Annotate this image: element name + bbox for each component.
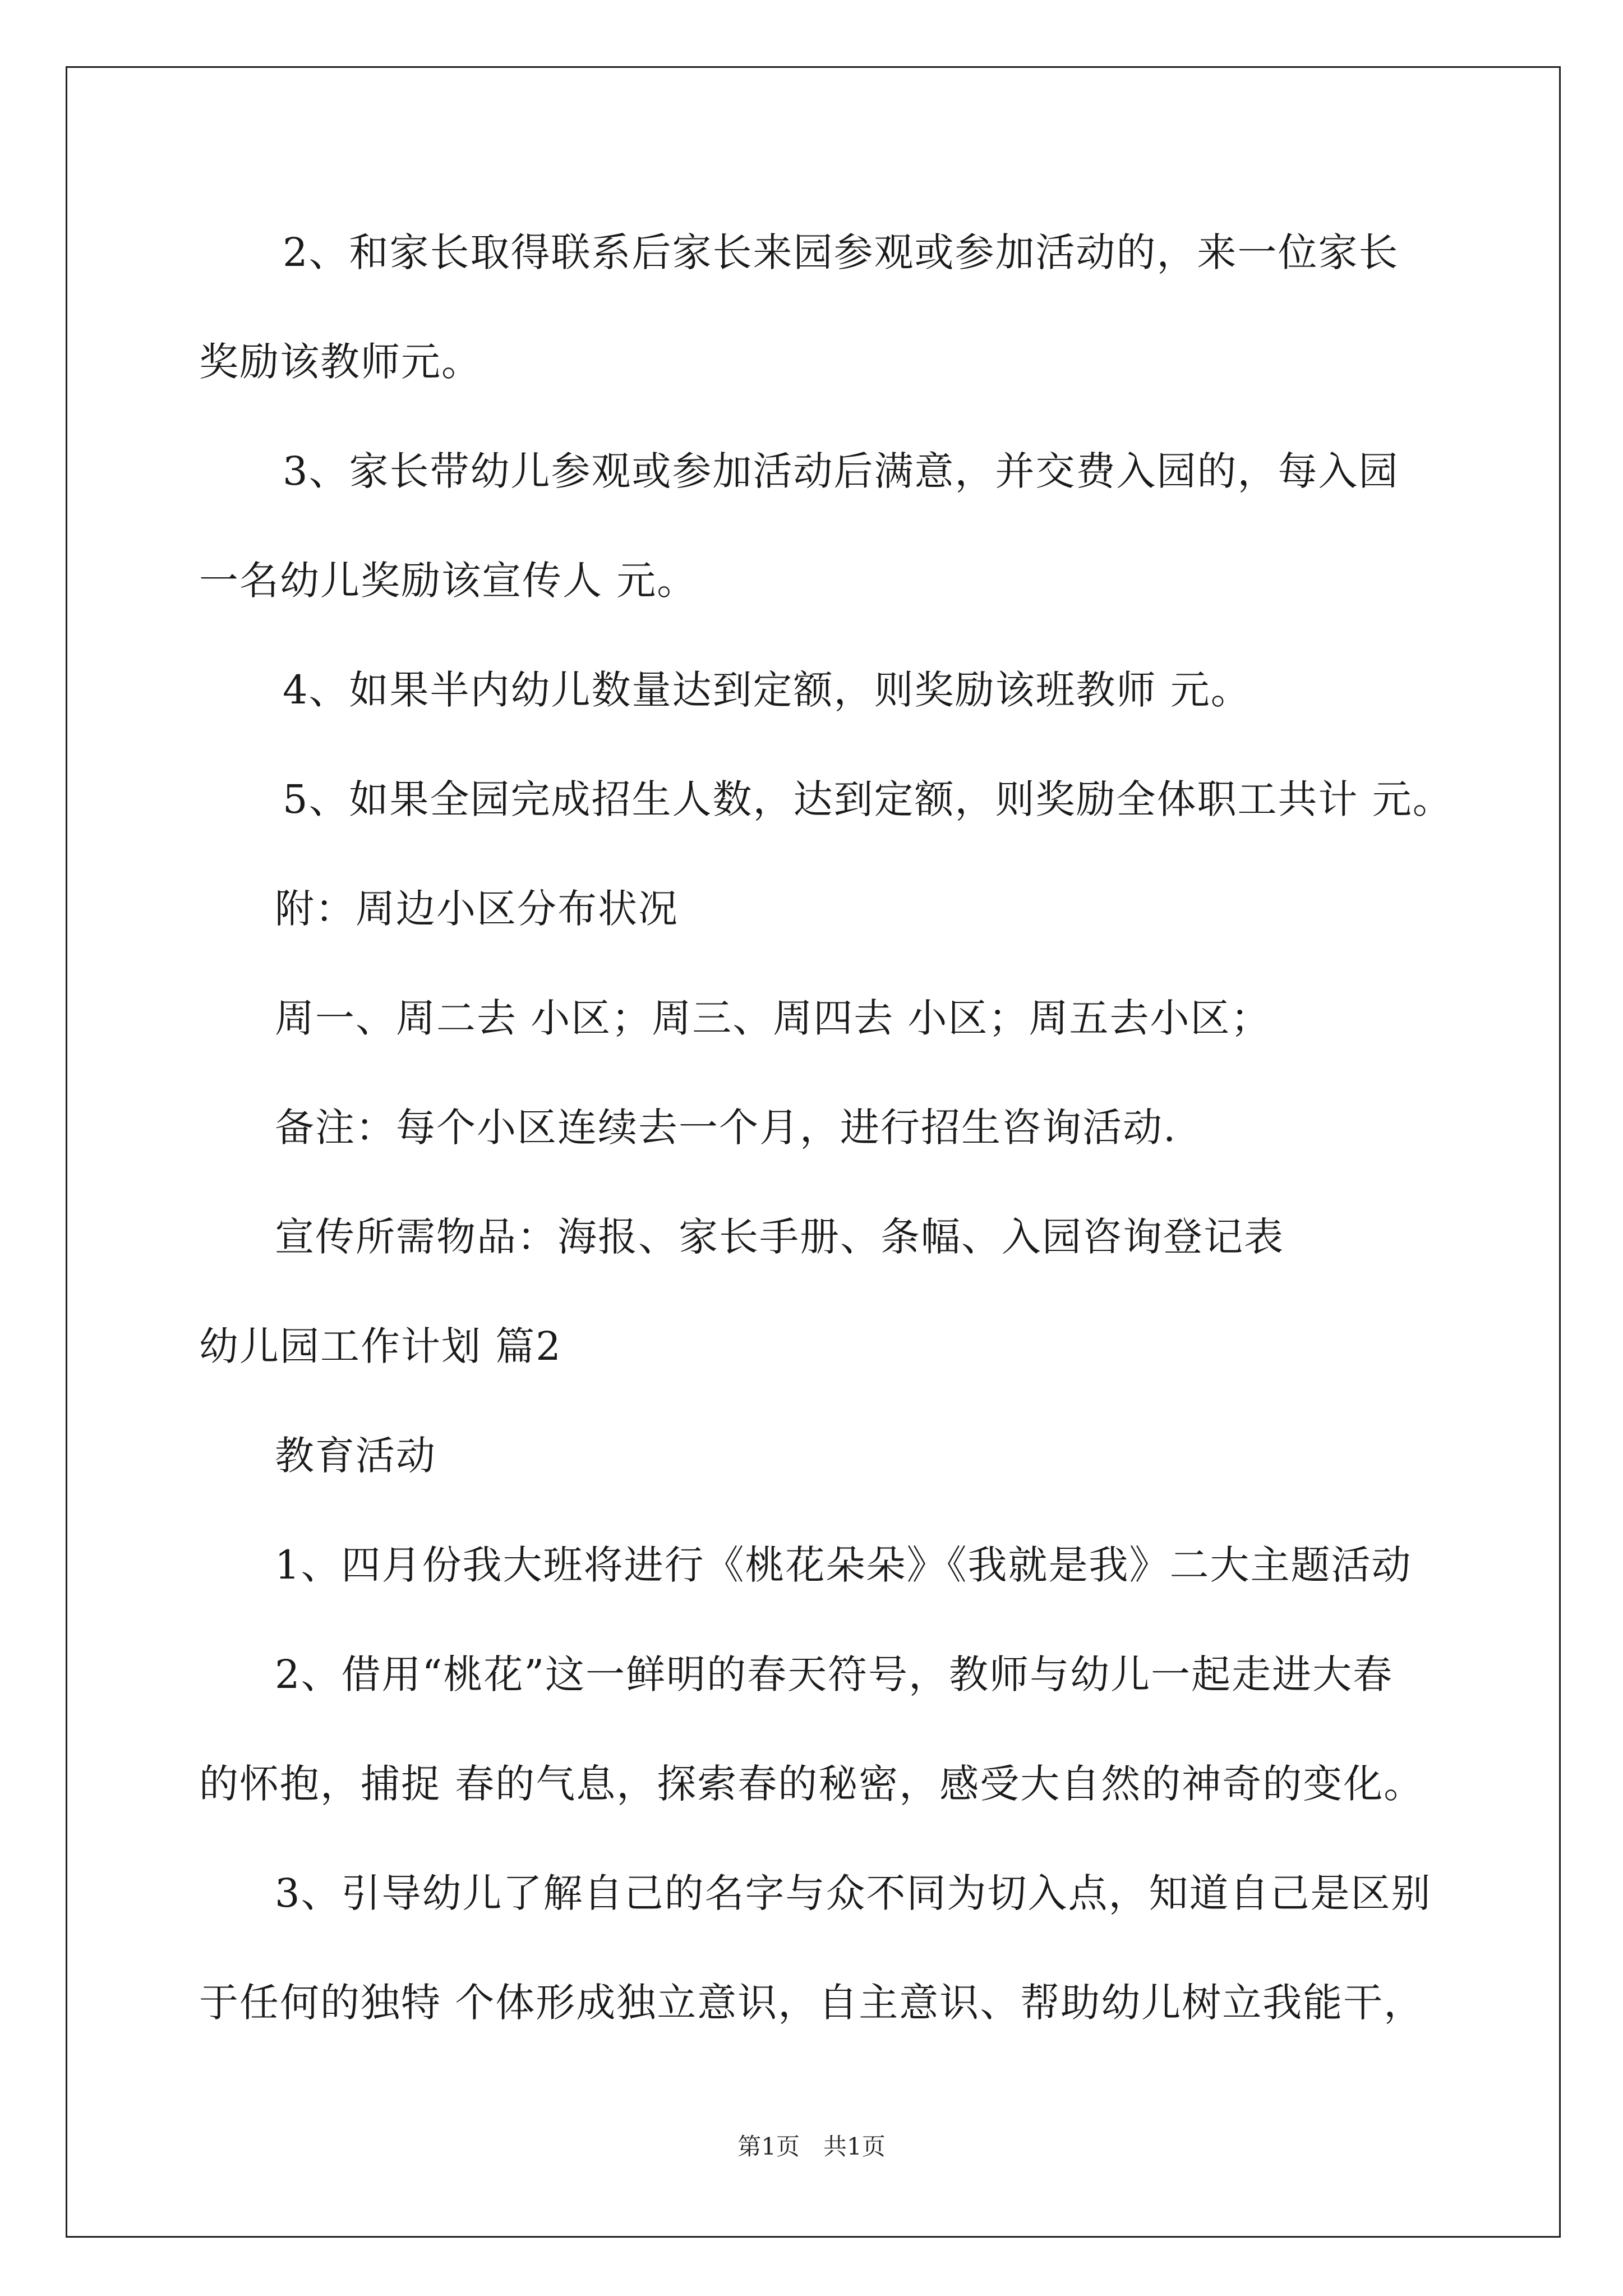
text-line-2: 奖励该教师元。 (199, 339, 482, 385)
section-heading: 幼儿园工作计划 篇2 (199, 1323, 562, 1369)
text-line-12: 教育活动 (275, 1433, 436, 1479)
text-line-5: 4、如果半内幼儿数量达到定额，则奖励该班教师 元。 (283, 667, 1251, 713)
text-line-7: 附：周边小区分布状况 (275, 886, 679, 932)
text-line-1: 2、和家长取得联系后家长来园参观或参加活动的，来一位家长 (283, 229, 1399, 275)
text-line-14: 2、借用“桃花”这一鲜明的春天符号，教师与幼儿一起走进大春 (275, 1651, 1394, 1697)
text-line-15: 的怀抱，捕捉 春的气息，探索春的秘密，感受大自然的神奇的变化。 (199, 1761, 1424, 1807)
text-line-8: 周一、周二去 小区；周三、周四去 小区；周五去小区； (275, 995, 1271, 1041)
text-line-17: 于任何的独特 个体形成独立意识，自主意识、帮助幼儿树立我能干， (199, 1980, 1424, 2026)
text-line-3: 3、家长带幼儿参观或参加活动后满意，并交费入园的，每入园 (283, 448, 1399, 494)
text-line-13: 1、四月份我大班将进行《桃花朵朵》《我就是我》二大主题活动 (275, 1542, 1412, 1588)
text-line-16: 3、引导幼儿了解自己的名字与众不同为切入点，知道自己是区别 (275, 1870, 1432, 1916)
text-line-6: 5、如果全园完成招生人数，达到定额，则奖励全体职工共计 元。 (283, 776, 1453, 822)
page-footer: 第1页 共1页 (737, 2133, 886, 2160)
text-line-10: 宣传所需物品：海报、家长手册、条幅、入园咨询登记表 (275, 1214, 1284, 1260)
text-line-9: 备注：每个小区连续去一个月，进行招生咨询活动. (275, 1105, 1177, 1151)
text-line-4: 一名幼儿奖励该宣传人 元。 (199, 558, 698, 604)
